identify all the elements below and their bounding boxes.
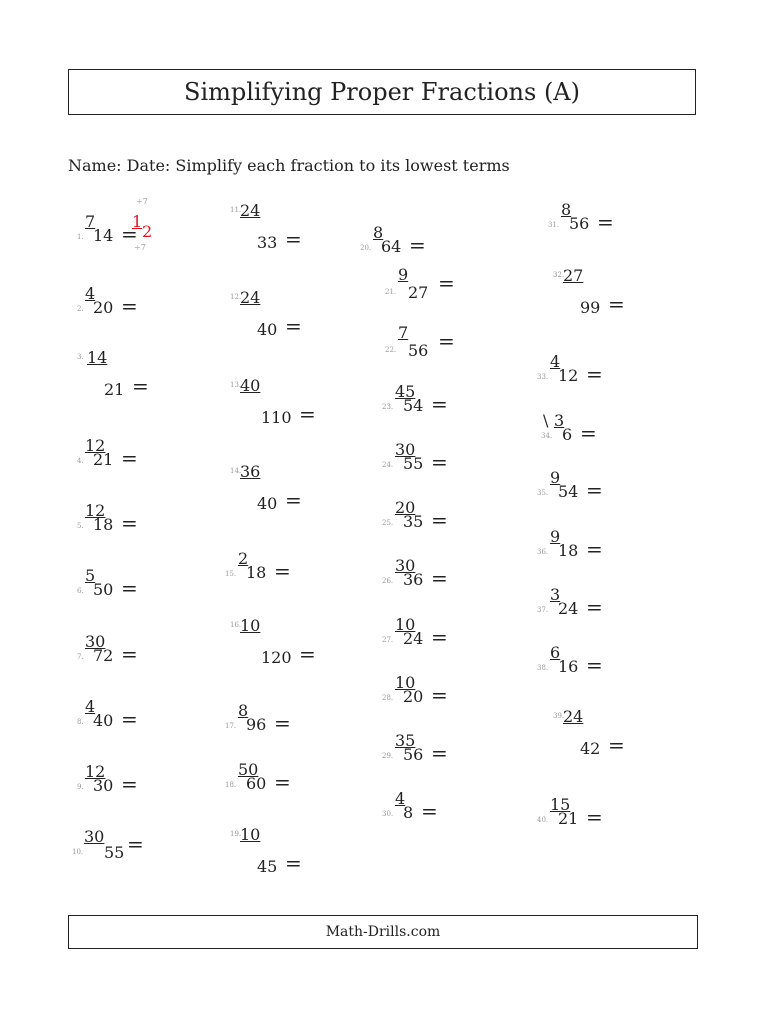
fraction-denominator: 21 — [558, 809, 579, 828]
fraction-numerator: 9 — [550, 468, 561, 487]
problem-number: 31. — [548, 221, 560, 229]
fraction-numerator: 4 — [395, 789, 406, 808]
fraction-denominator: 40 — [257, 320, 278, 339]
equals-sign: = — [299, 642, 316, 666]
fraction-numerator: 12 — [85, 436, 106, 455]
fraction-denominator: 14 — [93, 226, 114, 245]
equals-sign: = — [431, 508, 448, 532]
equals-sign: = — [299, 402, 316, 426]
stray-backslash-mark: \ — [543, 411, 549, 430]
equals-sign: = — [285, 314, 302, 338]
equals-sign: = — [586, 805, 603, 829]
fraction-denominator: 96 — [246, 715, 267, 734]
fraction-numerator: 50 — [238, 760, 259, 779]
fraction-numerator: 30 — [395, 440, 416, 459]
fraction-denominator: 18 — [246, 563, 267, 582]
problem-number: 11. — [230, 206, 242, 214]
problem-number: 23. — [382, 403, 394, 411]
fraction-numerator: 8 — [373, 223, 384, 242]
fraction-numerator: 10 — [240, 825, 261, 844]
equals-sign: = — [431, 392, 448, 416]
fraction-numerator: 9 — [550, 527, 561, 546]
worksheet-title: Simplifying Proper Fractions (A) — [184, 78, 580, 106]
fraction-denominator: 45 — [257, 857, 278, 876]
problem-number: 20. — [360, 244, 372, 252]
fraction-numerator: 7 — [398, 323, 409, 342]
equals-sign: = — [580, 421, 597, 445]
problem-number: 13. — [230, 381, 242, 389]
fraction-numerator: 8 — [561, 200, 572, 219]
fraction-denominator: 56 — [408, 341, 429, 360]
problem-number: 4. — [77, 457, 84, 465]
fraction-denominator: 33 — [257, 233, 278, 252]
problem-number: 37. — [537, 606, 549, 614]
fraction-denominator: 55 — [104, 843, 125, 862]
fraction-numerator: 4 — [550, 352, 561, 371]
fraction-denominator: 40 — [93, 711, 114, 730]
fraction-numerator: 20 — [395, 498, 416, 517]
fraction-denominator: 27 — [408, 283, 429, 302]
equals-sign: = — [431, 566, 448, 590]
fraction-denominator: 21 — [93, 450, 114, 469]
problem-number: 26. — [382, 577, 394, 585]
problem-number: 22. — [385, 346, 397, 354]
fraction-numerator: 4 — [85, 697, 96, 716]
problem-number: 8. — [77, 718, 84, 726]
equals-sign: = — [438, 329, 455, 353]
fraction-denominator: 60 — [246, 774, 267, 793]
fraction-numerator: 45 — [395, 382, 416, 401]
equals-sign: = — [431, 450, 448, 474]
fraction-denominator: 24 — [558, 599, 579, 618]
problem-number: 29. — [382, 752, 394, 760]
fraction-denominator: 99 — [580, 298, 601, 317]
equals-sign: = — [586, 362, 603, 386]
problem-number: 14. — [230, 467, 242, 475]
fraction-denominator: 64 — [381, 237, 402, 256]
fraction-denominator: 42 — [580, 739, 601, 758]
equals-sign: = — [285, 851, 302, 875]
equals-sign: = — [409, 233, 426, 257]
problem-number: 17. — [225, 722, 237, 730]
fraction-numerator: 24 — [240, 288, 261, 307]
fraction-denominator: 18 — [558, 541, 579, 560]
fraction-denominator: 36 — [403, 570, 424, 589]
answer-denominator: 2 — [142, 222, 153, 241]
fraction-numerator: 5 — [85, 566, 96, 585]
equals-sign: = — [121, 511, 138, 535]
fraction-denominator: 110 — [261, 408, 292, 427]
fraction-numerator: 10 — [395, 673, 416, 692]
problem-number: 5. — [77, 522, 84, 530]
equals-sign: = — [597, 210, 614, 234]
fraction-numerator: 27 — [563, 266, 584, 285]
fraction-denominator: 20 — [93, 298, 114, 317]
fraction-denominator: 72 — [93, 646, 114, 665]
fraction-numerator: 10 — [240, 616, 261, 635]
fraction-denominator: 35 — [403, 512, 424, 531]
fraction-numerator: 40 — [240, 376, 261, 395]
equals-sign: = — [586, 478, 603, 502]
equals-sign: = — [586, 537, 603, 561]
fraction-denominator: 55 — [403, 454, 424, 473]
fraction-denominator: 12 — [558, 366, 579, 385]
fraction-numerator: 3 — [554, 411, 565, 430]
fraction-denominator: 30 — [93, 776, 114, 795]
worksheet-title-box — [68, 69, 696, 115]
fraction-numerator: 8 — [238, 701, 249, 720]
problem-number: 16. — [230, 621, 242, 629]
problem-number: 15. — [225, 570, 237, 578]
fraction-denominator: 18 — [93, 515, 114, 534]
fraction-numerator: 12 — [85, 501, 106, 520]
problem-number: 32. — [553, 271, 565, 279]
problem-number: 10. — [72, 848, 84, 856]
equals-sign: = — [274, 711, 291, 735]
fraction-denominator: 120 — [261, 648, 292, 667]
fraction-denominator: 54 — [558, 482, 579, 501]
problem-number: 18. — [225, 781, 237, 789]
problem-number: 12. — [230, 293, 242, 301]
equals-sign: = — [274, 770, 291, 794]
equals-sign: = — [121, 446, 138, 470]
problem-number: 19. — [230, 830, 242, 838]
fraction-numerator: 24 — [240, 201, 261, 220]
fraction-denominator: 24 — [403, 629, 424, 648]
problem-number: 34. — [541, 432, 553, 440]
divide-hint-top: ÷7 — [136, 197, 148, 206]
divide-hint-bottom: ÷7 — [134, 243, 146, 252]
fraction-numerator: 10 — [395, 615, 416, 634]
problem-number: 6. — [77, 587, 84, 595]
problem-number: 36. — [537, 548, 549, 556]
fraction-denominator: 20 — [403, 687, 424, 706]
equals-sign: = — [438, 271, 455, 295]
problem-number: 35. — [537, 489, 549, 497]
fraction-numerator: 15 — [550, 795, 571, 814]
problem-number: 25. — [382, 519, 394, 527]
fraction-numerator: 36 — [240, 462, 261, 481]
problem-number: 40. — [537, 816, 549, 824]
equals-sign: = — [121, 222, 138, 246]
equals-sign: = — [431, 683, 448, 707]
problem-number: 7. — [77, 653, 84, 661]
footer-box — [68, 915, 698, 949]
fraction-numerator: 3 — [550, 585, 561, 604]
equals-sign: = — [421, 799, 438, 823]
fraction-denominator: 16 — [558, 657, 579, 676]
equals-sign: = — [586, 595, 603, 619]
problem-number: 3. — [77, 353, 84, 361]
problem-number: 24. — [382, 461, 394, 469]
fraction-numerator: 4 — [85, 284, 96, 303]
problem-number: 33. — [537, 373, 549, 381]
problem-number: 39. — [553, 712, 565, 720]
instructions-line: Name: Date: Simplify each fraction to its lowest terms — [68, 156, 510, 175]
equals-sign: = — [285, 488, 302, 512]
fraction-numerator: 35 — [395, 731, 416, 750]
problem-number: 2. — [77, 305, 84, 313]
equals-sign: = — [608, 292, 625, 316]
fraction-denominator: 8 — [403, 803, 414, 822]
fraction-numerator: 12 — [85, 762, 106, 781]
fraction-numerator: 24 — [563, 707, 584, 726]
equals-sign: = — [121, 707, 138, 731]
fraction-denominator: 21 — [104, 380, 125, 399]
fraction-denominator: 6 — [562, 425, 573, 444]
fraction-numerator: 6 — [550, 643, 561, 662]
fraction-denominator: 56 — [403, 745, 424, 764]
equals-sign: = — [121, 294, 138, 318]
fraction-numerator: 30 — [85, 632, 106, 651]
fraction-numerator: 30 — [84, 827, 105, 846]
equals-sign: = — [608, 733, 625, 757]
fraction-denominator: 54 — [403, 396, 424, 415]
problem-number: 21. — [385, 288, 397, 296]
fraction-denominator: 50 — [93, 580, 114, 599]
fraction-denominator: 40 — [257, 494, 278, 513]
problem-number: 30. — [382, 810, 394, 818]
fraction-numerator: 30 — [395, 556, 416, 575]
equals-sign: = — [132, 374, 149, 398]
fraction-numerator: 9 — [398, 265, 409, 284]
problem-number: 28. — [382, 694, 394, 702]
equals-sign: = — [121, 576, 138, 600]
fraction-numerator: 2 — [238, 549, 249, 568]
problem-number: 9. — [77, 783, 84, 791]
equals-sign: = — [586, 653, 603, 677]
equals-sign: = — [431, 625, 448, 649]
answer-numerator: 1 — [132, 212, 143, 231]
equals-sign: = — [274, 559, 291, 583]
equals-sign: = — [121, 642, 138, 666]
problem-number: 38. — [537, 664, 549, 672]
footer-text: Math-Drills.com — [325, 924, 441, 940]
fraction-numerator: 7 — [85, 212, 96, 231]
equals-sign: = — [431, 741, 448, 765]
fraction-denominator: 56 — [569, 214, 590, 233]
fraction-numerator: 14 — [87, 348, 108, 367]
equals-sign: = — [127, 832, 144, 856]
problem-number: 27. — [382, 636, 394, 644]
equals-sign: = — [285, 227, 302, 251]
problem-number: 1. — [77, 233, 84, 241]
equals-sign: = — [121, 772, 138, 796]
